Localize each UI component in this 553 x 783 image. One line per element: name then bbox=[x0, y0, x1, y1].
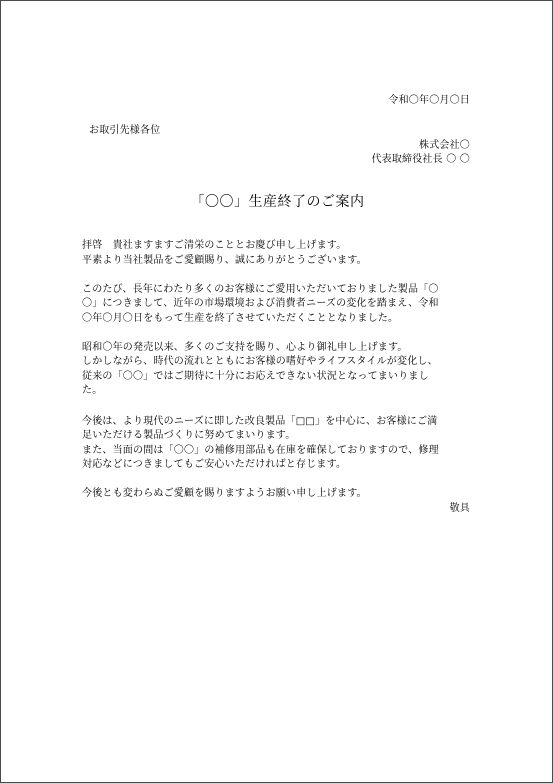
body-line: 従来の「〇〇」ではご期待に十分にお応えできない状況となってまいりまし bbox=[82, 371, 429, 382]
recipient: お取引先様各位 bbox=[89, 125, 161, 136]
body-line: このたび、長年にわたり多くのお客様にご愛用いただいておりました製品「〇 bbox=[82, 284, 439, 295]
body-line: 〇」につきまして、近年の市場環境および消費者ニーズの変化を踏まえ、令和 bbox=[82, 298, 439, 309]
closing: 敬具 bbox=[449, 503, 470, 514]
body-line: 対応などにつきましてもご安心いただければと存じます。 bbox=[82, 459, 347, 470]
sender-representative: 代表取締役社長 〇 〇 bbox=[371, 154, 470, 165]
body-line: 拝啓 貴社ますますご清栄のこととお慶び申し上げます。 bbox=[82, 240, 347, 251]
body-line: しかしながら、時代の流れとともにお客様の嗜好やライフスタイルが変化し、 bbox=[82, 356, 438, 367]
body-line: 昭和〇年の発売以来、多くのご支持を賜り、心より御礼申し上げます。 bbox=[82, 342, 408, 353]
body-line: 今後とも変わらぬご愛顧を賜りますようお願い申し上げます。 bbox=[82, 488, 367, 499]
body-line: 足いただける製品づくりに努めてまいります。 bbox=[82, 430, 296, 441]
document-date: 令和〇年〇月〇日 bbox=[388, 95, 470, 106]
body-line: た。 bbox=[82, 385, 103, 396]
body-line: 平素より当社製品をご愛顧賜り、誠にありがとうございます。 bbox=[82, 255, 367, 266]
document-title: 「〇〇」生産終了のご案内 bbox=[190, 194, 365, 210]
body-line: 今後は、より現代のニーズに即した改良製品「□□」を中心に、お客様にご満 bbox=[82, 416, 438, 427]
body-line: また、当面の間は「〇〇」の補修用部品も在庫を確保しておりますので、修理 bbox=[82, 445, 439, 456]
sender-company: 株式会社〇 bbox=[419, 140, 470, 151]
body-line: 〇年〇月〇日をもって生産を終了させていただくこととなりました。 bbox=[82, 313, 399, 324]
